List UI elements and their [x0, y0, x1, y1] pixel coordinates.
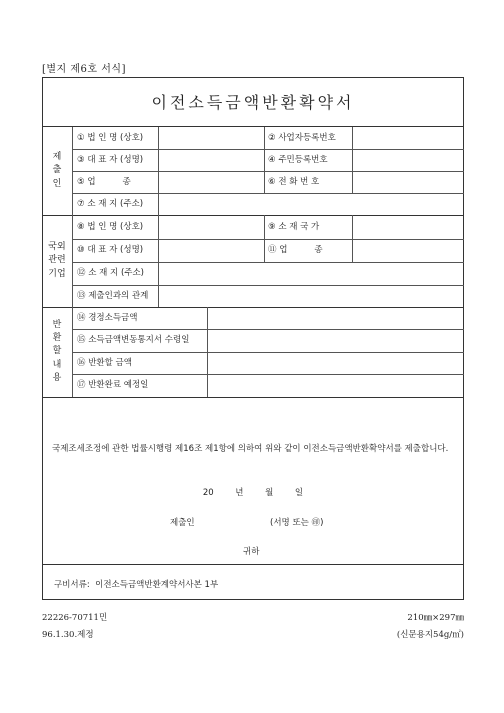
document-title: 이전소득금액반환확약서 — [42, 77, 464, 127]
footer-form-code: 22226-70711민 — [42, 613, 108, 623]
col-line-section — [72, 127, 73, 397]
section-foreign-company: 국외 관련 기업 — [48, 242, 66, 279]
submitter-sign-label: 제출인 — [170, 518, 195, 528]
field-label-address: ⑦ 소 재 지 (주소) — [77, 198, 144, 209]
col-line-label2 — [352, 127, 353, 193]
field-label-foreign-corp-name: ⑧ 법 인 명 (상호) — [77, 221, 144, 232]
col-line-mid — [264, 215, 265, 262]
field-label-foreign-representative: ⑩ 대 표 자 (성명) — [77, 245, 144, 256]
col-line-mid — [264, 127, 265, 193]
field-label-adjusted-income: ⑭ 경정소득금액 — [77, 312, 138, 323]
field-label-resident-number: ④ 주민등록번호 — [268, 154, 328, 165]
footer-paper-size: 210㎜×297㎜ — [407, 613, 464, 623]
divider-attachment — [42, 564, 464, 565]
field-label-relation: ⑬ 제출인과의 관계 — [77, 290, 149, 301]
section-submitter: 제 출 인 — [52, 152, 62, 189]
attachments-note: 구비서류: 이전소득금액반환계약서사본 1부 — [54, 580, 219, 590]
col-line-label — [158, 127, 159, 307]
field-label-notice-receipt-date: ⑮ 소득금액변동통지서 수령일 — [77, 335, 190, 346]
field-label-refund-amount: ⑯ 반환할 금액 — [77, 357, 132, 368]
field-label-foreign-address: ⑫ 소 재 지 (주소) — [77, 268, 144, 279]
field-label-country: ⑨ 소 재 국 가 — [268, 221, 320, 232]
footer-enacted-date: 96.1.30.제정 — [42, 630, 94, 640]
statement-text: 국제조세조정에 관한 법률시행령 제16조 제1항에 의하여 위와 같이 이전소득금액반환확약서를 제출합니다. — [52, 444, 449, 454]
date-line: 20 년 월 일 — [202, 488, 304, 498]
field-label-biz-number: ② 사업자등록번호 — [268, 132, 336, 143]
field-label-corp-name: ① 법 인 명 (상호) — [77, 132, 144, 143]
signature-note: (서명 또는 ㊞) — [270, 518, 324, 528]
field-label-representative: ③ 대 표 자 (성명) — [77, 154, 144, 165]
col-line-label2 — [352, 215, 353, 262]
col-line-refund — [207, 307, 208, 397]
field-label-business-type: ⑤ 업 종 — [77, 176, 131, 187]
form-number-label: [별지 제6호 서식] — [42, 64, 126, 75]
addressee: 귀하 — [243, 547, 260, 557]
divider-refund — [42, 397, 464, 398]
field-label-phone: ⑥ 전 화 번 호 — [268, 176, 320, 187]
footer-paper-type: (신문용지54g/㎡) — [396, 630, 464, 640]
field-label-completion-date: ⑰ 반환완료 예정일 — [77, 380, 149, 391]
section-refund-details: 반 환 할 내 용 — [52, 320, 62, 383]
field-label-foreign-business-type: ⑪ 업 종 — [268, 245, 323, 256]
